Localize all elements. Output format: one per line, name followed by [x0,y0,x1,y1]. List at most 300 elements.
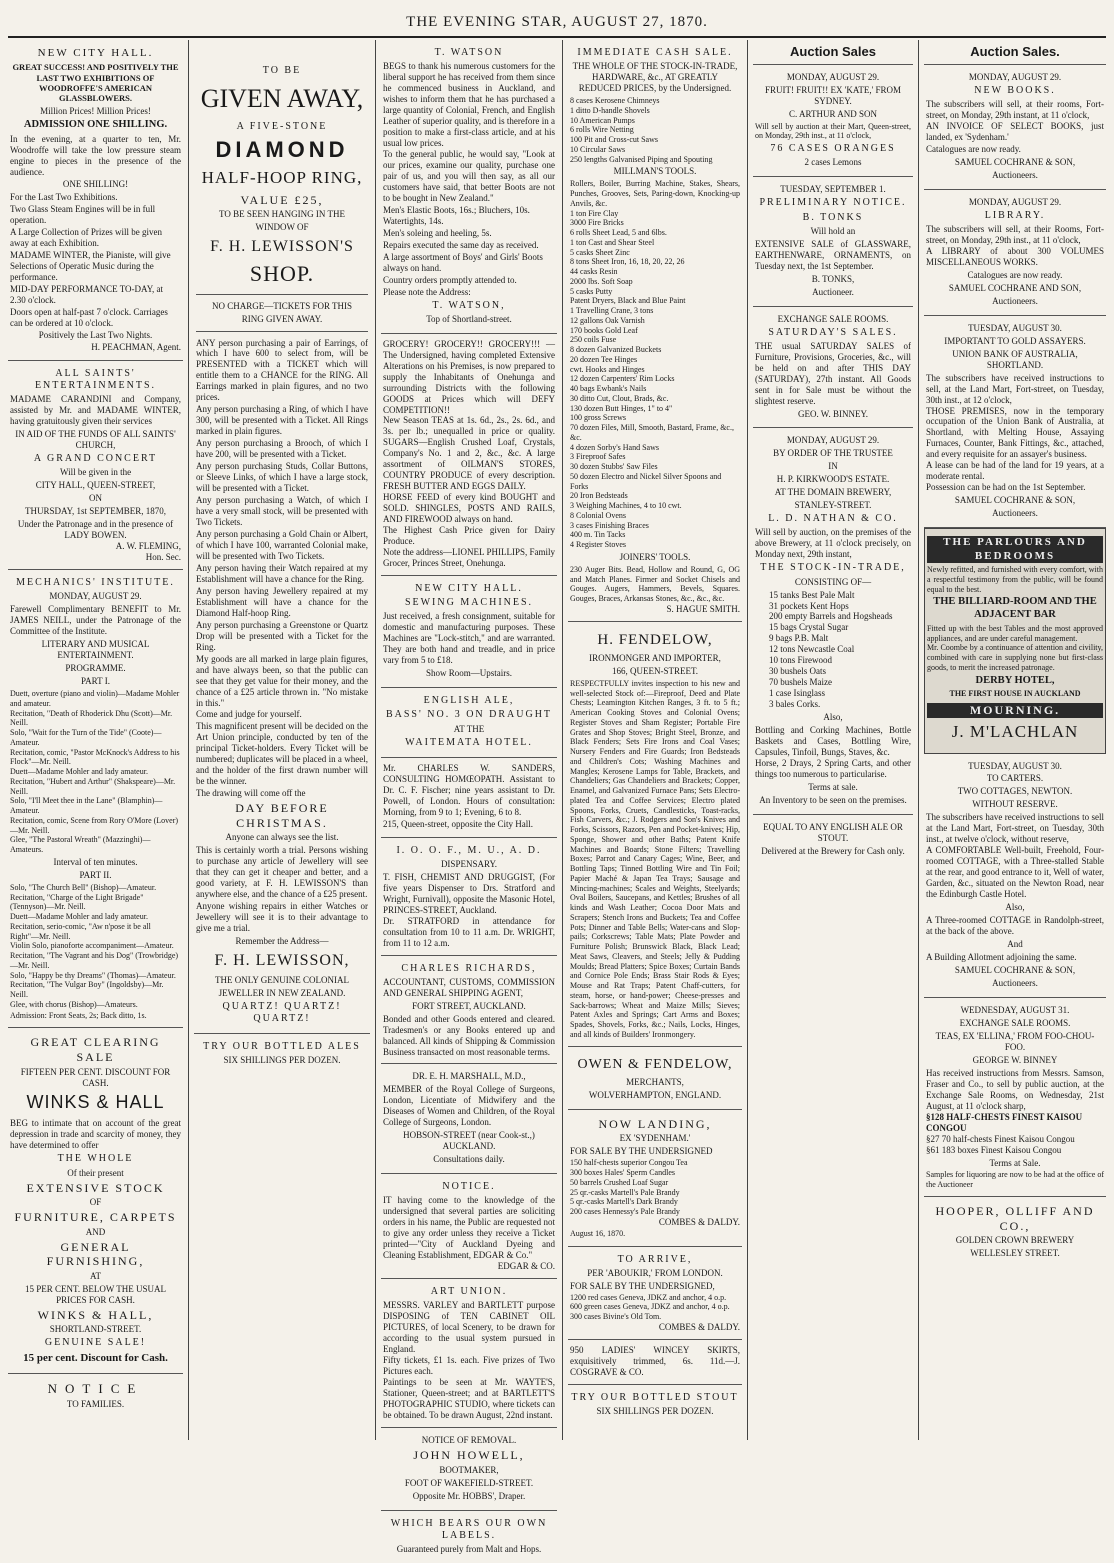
list-item: 2000 lbs. Soft Soap [570,276,633,286]
ad-body: Newly refitted, and furnished with every comfort, with a respectful testimony from the public, will be found equal to the best. [927,565,1103,594]
ad-title: LIBRARY. [984,209,1046,221]
ad-body: MESSRS. VARLEY and BARTLETT purpose DISPOSING of TEN CABINET OIL PICTURES, of local Scenery, to be drawn for according to the usual system pursued in England. [383,1300,555,1355]
programme-item: Solo, "I'll Meet thee in the Lane" (Blamphin)—Amateur. [10,796,163,816]
ad-title: CHARLES RICHARDS, [401,962,537,974]
list-item: 25 qr.-casks Martell's Pale Brandy [570,1187,680,1197]
ad-date: MONDAY, AUGUST 29. [49,591,142,602]
ad-paragraph: This is certainly worth a trial. Persons wishing to purchase any article of Jewellery will see that they can get it cheaper and better, and a good variety, at F. H. LEWISSON'S than anywhere else, and the chance of a £25 present. [196,845,368,900]
ad-text: 215, Queen-street, opposite the City Hall. [383,818,533,829]
list-item: 10 American Pumps [570,115,635,125]
list-item: 10 tons Firewood [769,655,832,666]
ad-paragraph: Any person having Jewellery repaired at my Establishment will have a chance for the Diamond Half-hoop Ring. [196,585,368,618]
ad-body: IT having come to the knowledge of the undersigned that several parties are soliciting orders in his name, the Public are requested not to give any order unless they receive a Ticket printed—"City of Auckland Dyeing and Cleaning Establishment, EDGAR & Co." [383,1195,555,1261]
ad-text: Auctioneers. [992,977,1038,988]
list-item: 5 casks Sheet Zinc [570,247,630,257]
ad-body: THE usual SATURDAY SALES of Furniture, Provisions, Groceries, &c., will be held on and after THIS DAY (SATURDAY), 27th instant. All Goods sent in for Sale must be without the slightest reserve. [755,340,911,406]
ad-signature: Hon. Sec. [145,552,181,563]
ad-text: BOOTMAKER, [439,1464,499,1475]
programme-item: Recitation, "Hubert and Arthur" (Shakspeare)—Mr. Neill. [10,776,176,796]
ad-signature: SAMUEL COCHRANE AND SON, [948,282,1082,293]
programme-item: Glee, "The Pastoral Wreath" (Mazzinghi)—Amateurs. [10,835,151,855]
ad-text: THE WHOLE [57,1153,134,1165]
ad-text: Of their present [67,1167,124,1178]
masthead: THE EVENING STAR, AUGUST 27, 1870. [406,14,708,30]
ad-text: IN [828,461,838,472]
ad-signature: Note the address—LIONEL PHILLIPS, Family Grocer, Princes Street, Onehunga. [383,547,555,569]
programme-item: Violin Solo, pianoforte accompaniment—Amateur. [10,941,174,951]
ad-domain-brewery [753,428,913,814]
ad-signature: H. PEACHMAN, Agent. [91,342,181,353]
column-4 [568,40,742,1440]
ad-signature: SAMUEL COCHRANE & SON, [954,156,1076,167]
ad-text: Samples for liquoring are now to be had at the office of the Auctioneer [926,1170,1104,1190]
ad-text: FOR SALE BY THE UNDERSIGNED, [570,1280,715,1291]
ad-title: OWEN & FENDELOW, [577,1056,733,1072]
programme-part-2 [10,883,181,1010]
ad-title: TWO COTTAGES, NEWTON. [957,786,1073,797]
ad-date: WEDNESDAY, AUGUST 31. [960,1004,1070,1015]
ad-text: JOINERS' TOOLS. [619,551,691,562]
ad-text: Will hold an [810,225,856,236]
ad-text: Auctioneers. [992,169,1038,180]
ad-text: FOR SALE BY THE UNDERSIGNED [570,1146,713,1157]
ad-text: NO CHARGE—TICKETS FOR THIS [211,300,353,311]
ad-tonks [753,177,913,306]
ad-text: Delivered at the Brewery for Cash only. [761,845,905,856]
ad-text: ON [89,493,102,504]
ad-paragraph: My goods are all marked in large plain figures, and have always been, so that the public can see that they get value for their money, and the chance of a £25 article thrown in. "No mistake in this." [196,653,368,708]
list-item: 31 pockets Kent Hops [769,600,849,611]
ad-text: T. WATSON, [432,299,506,311]
ad-body: The subscribers will sell, at their rooms, Fort-street, on Monday, 29th instant, at 11 o'clock, [926,99,1104,120]
masthead-rule [8,36,1106,38]
programme-part-1 [10,689,181,855]
ad-cottages-newton [924,754,1106,998]
lot-list [926,1112,1104,1156]
ad-text: GEORGE W. BINNEY [972,1054,1058,1065]
ad-text: WOLVERHAMPTON, ENGLAND. [588,1089,722,1100]
ad-text: THE STOCK-IN-TRADE, [760,562,906,574]
programme-item: Solo, "Happy be thy Dreams" (Thomas)—Amateur. [10,970,176,980]
ad-notice-families [8,1374,183,1418]
ad-derby-hotel [924,528,1106,753]
list-item: 40 bags Ewbank's Nails [570,384,647,394]
ad-title: NOTICE [47,1381,144,1397]
ad-fendelow [568,622,742,1047]
programme-item: Solo, "Wait for the Turn of the Tide" (Coote)—Amateur. [10,728,162,747]
ad-text: 166, QUEEN-STREET. [611,666,699,677]
ad-title: TEAS, EX 'ELLINA,' FROM FOO-CHOU-FOO. [935,1030,1095,1052]
programme-item: Recitation, "The Vagrant and his Dog" (Trowbridge)—Mr. Neill. [10,951,179,970]
ad-owen-fendelow [568,1047,742,1110]
ad-text: IN AID OF THE FUNDS OF ALL SAINTS' CHURCH, [15,429,176,451]
ad-text: FOOT OF WAKEFIELD-STREET. [404,1477,534,1488]
ad-body: In the evening, at a quarter to ten, Mr. Woodroffe will take the low pressure steam engine to pieces in the presence of the audience. [10,133,181,177]
ad-signature: B. TONKS, [811,273,855,284]
ad-text: OF [89,1197,102,1208]
list-item: 1 ton Cast and Shear Steel [570,237,655,247]
ad-body: Bonded and other Goods entered and cleared. Tradesmen's or any Books entered up and balanced. All kinds of Shipping & Commission Business transacted on most reasonable terms. [383,1013,555,1057]
ad-text: And [1007,939,1023,950]
ad-paragraph: Any person purchasing Studs, Collar Buttons, or Sleeve Links, of which I have a large stock, will be presented with a Ticket. [196,461,368,494]
column-divider [747,40,748,1440]
ad-text: JEWELLER IN NEW ZEALAND. [218,987,346,998]
ad-text: THURSDAY, 1st SEPTEMBER, 1870, [24,506,167,517]
ad-paragraph: Anyone wishing repairs in either Watches or Jewellery will see it is to their advantage to give me a trial. [196,901,368,934]
ad-text: SEWING MACHINES. [404,597,534,609]
list-item: 600 green cases Geneva, JDKZ and anchor, 4 o.p. [570,1302,730,1312]
ad-body: Has received instructions from Messrs. Samson, Fraser and Co., to sell by public auction, at the Exchange Sale Rooms, on Wednesday, 21st August, at 11 o'clock sharp, [926,1067,1104,1111]
ad-body: The subscribers have received instructions to sell, at the Land Mart, Fort-street, on Tuesday, 30th inst., at 12 o'clock, [926,372,1104,405]
ad-text: MERCHANTS, [626,1076,684,1087]
ad-text: 230 Auger Bits. Bead, Hollow and Round, G, OG and Match Planes. Firmer and Socket Chisels and Gouges. Augers, Hammers, Bevels, Squares. Gouges, Braces, Arkansas Stones, &c., &c., &c. [570,564,740,604]
ad-text: ADMISSION ONE SHILLING. [23,118,168,130]
ad-paragraph: ANY person purchasing a pair of Earrings, of which I have 600 to select from, will be PRESENTED with a TICKET which will entitle them to a CHANCE for the RING. All Earrings marked in plain figures, and no two prices. [196,337,368,403]
ad-signature: A. W. FLEMING, [115,541,181,552]
ad-title: NEW CITY HALL. [37,47,154,59]
ad-text: Auctioneers. [992,508,1038,519]
ad-text: J. M'LACHLAN [951,721,1079,741]
ad-text: MADAME WINTER, the Pianiste, will give Selections of Operatic Music during the performance. [10,250,171,283]
ad-body: The subscribers will sell, at their Rooms, Fort-street, on Monday, 29th inst., at 11 o'clock, [926,223,1104,245]
ad-paragraph: Any person purchasing a Gold Chain or Albert, of which I have 100, warranted Colonial make, will be presented with Two Tickets. [196,528,368,561]
ad-text: Also, [823,712,843,723]
cargo-list [570,1158,740,1217]
ad-title: ALL SAINTS' ENTERTAINMENTS. [34,368,157,392]
ad-text: EXCHANGE SALE ROOMS. [959,1017,1071,1028]
ad-text: Doors open at half-past 7 o'clock. Carriages can be ordered at 10 o'clock. [10,307,168,329]
ad-title: DR. E. H. MARSHALL, M.D., [412,1071,526,1082]
ad-all-saints [8,361,183,570]
ad-body: Fitted up with the best Tables and the most approved appliances, and are under careful management. [927,623,1103,643]
ad-body: Bottling and Corking Machines, Bottle Baskets and Cases, Bottling Wire, Capsules, Tinfoil, Bungs, Staves, &c. [755,725,911,758]
ad-signature: COMBES & DALDY. [658,1321,740,1332]
ad-body: Will sell by auction at their Mart, Queen-street, on Monday, 29th inst., at 11 o'clock, [755,121,911,141]
list-item: 8 tons Sheet Iron, 16, 18, 20, 22, 26 [570,257,685,267]
ad-mechanics-institute [8,570,183,1028]
ad-title: NOTICE. [442,1181,496,1193]
ad-gold-assayers [924,316,1106,528]
ad-text: MOURNING. [927,703,1103,718]
ad-title: ENGLISH ALE, [423,695,515,707]
newspaper-page [8,40,1106,1554]
programme-item: Glee, with chorus (Bishop)—Amateurs. [10,999,138,1009]
ad-title: EXCHANGE SALE ROOMS. [777,313,889,324]
programme-item: Recitation, comic, "Pastor McKnock's Address to his Flock"—Mr. Neill. [10,747,180,767]
ad-text: Show Room—Upstairs. [425,668,512,679]
column-6 [924,40,1106,1440]
ad-title: ART UNION. [430,1286,508,1298]
ad-paragraph: This magnificent present will be decided on the Art Union principle, conducted by ten of the principal Ticket-holders. Every Ticket will be numbered; duplicates will be placed in a wheel, and the holder of the first drawn number will be the winner. [196,721,368,787]
ad-text: RING GIVEN AWAY. [241,313,323,324]
ad-firm-name: WINKS & HALL [26,1092,165,1113]
ad-text: 2 cases Lemons [804,157,862,168]
ad-wincey-skirts [568,1340,742,1385]
ad-paragraph: Any person having their Watch repaired at my Establishment will have a chance for the Ring. [196,562,368,584]
ad-text: TO BE SEEN HANGING IN THE [219,209,345,220]
ad-text: WITHOUT RESERVE. [972,799,1058,810]
ad-text: Consultations daily. [433,1154,505,1165]
list-item: 50 barrels Crushed Loaf Sugar [570,1177,669,1187]
ad-body: HORSE FEED of every kind BOUGHT and SOLD. SHINGLES, POSTS AND RAILS, AND FIREWOOD always on hand. [383,492,555,525]
column-divider [562,40,563,1440]
list-item: 15 tanks Best Pale Malt [769,589,855,600]
ad-text: HOBSON-STREET (near Cook-st.,) AUCKLAND. [403,1130,535,1152]
ad-date: TUESDAY, AUGUST 30. [968,322,1062,333]
ad-date: TUESDAY, SEPTEMBER 1. [780,184,886,195]
ad-text: Men's soleing and heeling, 5s. [383,227,492,238]
list-item: 8 dozen Galvanized Buckets [570,345,662,355]
ad-text: IRONMONGER AND IMPORTER, [589,653,721,664]
ad-text: 15 per cent. Discount for Cash. [23,1351,168,1364]
list-item: §128 HALF-CHESTS FINEST KAISOU CONGOU [926,1111,1083,1133]
programme-item: Recitation, "Death of Rhoderick Dhu (Scott)—Mr. Neill. [10,708,173,728]
section-header: Auction Sales [753,40,913,65]
ad-text: A FIVE-STONE [236,120,328,132]
ad-body: A Three-roomed COTTAGE in Randolph-street, at the back of the above. [926,915,1104,937]
list-item: 8 cases Kerosene Chimneys [570,96,660,106]
list-item: 1200 red cases Geneva, JDKZ and anchor, 4 o.p. [570,1292,727,1302]
ad-body: Farewell Complimentary BENEFIT to Mr. JAMES NEILL, under the Patronage of the Committee of the Institute. [10,604,181,637]
ad-body: AN INVOICE OF SELECT BOOKS, just landed, ex 'Sydenham.' [926,120,1104,142]
list-item: cwt. Hooks and Hinges [570,364,645,374]
ad-body: Mr. Coombe by a continuance of attention and civility, combined with care in supplying none but first-class goods, to merit the increased patronage. [927,643,1103,672]
ad-teas-ellina [924,998,1106,1197]
ad-paragraph: Any person purchasing a Greenstone or Quartz Drop will be presented with a Ticket for the Ring. [196,619,368,652]
list-item: 30 bushels Oats [769,666,826,677]
column-2 [194,40,370,1440]
list-item: §61 183 boxes Finest Kaisou Congou [926,1144,1062,1155]
ad-title: FRUIT! FRUIT!! EX 'KATE,' FROM SYDNEY. [765,84,901,106]
list-item: 1 case Isinglass [769,688,825,699]
list-item: 250 coils Fuse [570,335,617,345]
ad-text: Also, [1005,902,1025,913]
ad-text: THE FIRST HOUSE IN AUCKLAND [949,689,1081,699]
ad-body: BEG to intimate that on account of the great depression in trade and scarcity of money, they have determined to offer [10,1118,181,1151]
ad-title: I. O. O. F., M. U., A. D. [396,844,542,856]
ad-text: Please note the Address: [383,286,471,297]
ad-text: QUARTZ! QUARTZ! QUARTZ! [222,1000,342,1024]
ad-text: SIX SHILLINGS PER DOZEN. [596,1405,714,1416]
ad-body: BEGS to thank his numerous customers for the liberal support he has received from them since he commenced business in Auckland, and wishes to inform them that he has purchased a large quantity of Colonial, French, and English Leather of superior quality, and is therefore in a position to make a first-class article, and at his usual low prices. [383,61,555,148]
ad-art-union [381,1279,557,1428]
list-item: 15 bags Crystal Sugar [769,622,849,633]
ad-signature: S. HAGUE SMITH. [666,603,740,614]
ad-title: T. WATSON [434,47,504,58]
list-item: 6 rolls Sheet Lead, 5 and 6lbs. [570,228,667,238]
list-item: 3 Fireproof Safes [570,452,626,462]
ad-text: FORT STREET, AUCKLAND. [412,1000,526,1011]
ad-text: Rollers, Boiler, Burring Machine, Stakes, Shears, Punches, Grooves, Sets, Paring-down, Knocking-up Anvils, &c. [570,179,740,208]
ad-text: GENERAL FURNISHING, [46,1239,145,1269]
ad-saturday-sales [753,307,913,429]
ad-body: Fifty tickets, £1 1s. each. Five prizes of Two Pictures each. [383,1355,555,1377]
ad-text: Million Prices! Million Prices! [40,105,151,116]
ad-text: AT THE DOMAIN BREWERY, [774,487,892,498]
ad-text: CITY HALL, QUEEN-STREET, [35,480,156,491]
ad-text: AND [85,1226,106,1237]
ad-date: MONDAY, AUGUST 29. [786,435,880,446]
ad-body: THOSE PREMISES, now in the temporary occupation of the Union Bank of Australia, at Shortland, with Melting House, Assaying Furnaces, Counter, Bank Fittings, &c., attached, and every requisite for an assayer's business. [926,405,1104,460]
ad-text: For the Last Two Exhibitions. [10,192,118,203]
ad-text: Auctioneers. [992,295,1038,306]
ad-headline: F. H. LEWISSON'S [210,238,354,256]
ad-title: GREAT CLEARING SALE [30,1035,161,1064]
ad-date: MONDAY, AUGUST 29. [786,71,880,82]
ad-text: DERBY HOTEL, [975,674,1055,686]
ad-marshall [381,1064,557,1174]
ad-dispensary [381,838,557,956]
ad-text: Country orders promptly attended to. [383,274,517,285]
ad-body: RESPECTFULLY invites inspection to his new and well-selected Stock of:—Fireproof, Deed and Plate Chests; Leamington Kitchen Ranges, 3 ft. to 5 ft.; American Cooking Stoves and Colonial Ovens; Register Stoves and Sham Register; Portable Fire Grates and Shop Stoves; Bright Steel, Bronze, and Black Fenders; Sets Fire Irons and Coal Vases; Nursery Fenders and Fire Guards; Iron Bedsteads and Children's Cots; Washing Machines and Mangles; Kerosene Lamps for Table, Brackets, and Chandeliers; Gas Chandeliers and Brackets; Copper, Enamel, and Galvanized Furnace Pans; Sets Electro-plated Tea and Coffee Services; Electro plated Spoons, Forks, Cruets, Candlesticks, Toast-racks, Fish Carvers, &c.; J. Rodgers and Son's Knives and Forks, Scissors, Razors, Pen and Pocket-knives; Hip, Sponge, Shower and other Baths; Patent Knife Machines and Boards; Stone Filters; Travelling Boxes; Parrot and Canary Cages; Wine, Beer, and Bottling Taps; Tinned Bottling Wire and Tin Foil; Papier Maché & Japan Tea Trays; Sausage and Mincing-machines; Scales and Weights, Steelyards; Oval Boilers, Saucepans, and Kettles; Brushes of all kinds and Wash Leather; Cocoa Door Mats and Scrapers; Stench Irons and Buckets; Tea and Coffee Pots; Dinner and Table Bells; Water-cans and Slop-pails; Corkscrews; Table Mats; Plate Powder and Furniture Polish; Brunswick Black, Black Lead; Meat Saws, Cleavers, and Steels; Jelly & Pudding Moulds; Bread Platters; Spice Boxes; Curtain Bands and Cornice Pole Ends; Brass Stair Rods & Eyes; Mouse and Rat Traps; Patent Chaff-cutters, for steam, horse, or hand-power; Cheese-presses and Sack-barrows; Wheat and Maize Mills; Sieves; Patent Axles and Springs; Cart Arms and Boxes; Spades, Shovels, Forks, &c.; Nails, Locks, Hinges, and all kinds of Builders' Ironmongery. [570,678,740,1039]
column-5 [753,40,913,1440]
ad-paragraph: Any person purchasing a Brooch, of which I have 200, will be presented with a Ticket. [196,438,368,460]
list-item: §27 70 half-chests Finest Kaisou Congou [926,1133,1075,1144]
ad-text: THE WHOLE OF THE STOCK-IN-TRADE, HARDWARE, &c., AT GREATLY REDUCED PRICES, by the Undersigned. [572,61,738,94]
ad-text: MID-DAY PERFORMANCE TO-DAY, at 2.30 o'clock. [10,284,164,306]
ad-english-ale-stout [753,815,913,865]
ad-date: August 16, 1870. [570,1228,626,1238]
list-item: Patent Dryers, Black and Blue Paint [570,296,686,306]
list-item: 12 tons Newcastle Coal [769,644,855,655]
ad-sewing-machines [381,576,557,688]
ad-golden-crown [924,1197,1106,1267]
ad-text: A GRAND CONCERT [33,453,158,465]
column-3 [381,40,557,1554]
ad-body: A LIBRARY of about 300 VOLUMES MISCELLANEOUS WORKS. [926,245,1104,267]
ad-text: 76 CASES ORANGES [770,143,896,155]
ad-text: Terms at sale. [808,782,858,793]
ad-date: TUESDAY, AUGUST 30. [968,760,1062,771]
ad-text: B. TONKS [802,211,864,223]
ad-title: NOTICE OF REMOVAL. [421,1435,517,1446]
ad-headline: GREAT SUCCESS! AND POSITIVELY THE LAST TWO EXHIBITIONS OF WOODROFFE'S AMERICAN GLASSBLOWERS. [12,62,179,104]
ad-text: Guaranteed purely from Malt and Hops. [396,1543,542,1554]
column-1 [8,40,183,1440]
ad-text: AT THE [453,723,485,734]
list-item: 4 dozen Sorby's Hand Saws [570,442,659,452]
ad-signature: GEO. W. BINNEY. [797,408,869,419]
ad-text: GOLDEN CROWN BREWERY [955,1235,1075,1246]
ad-text: THE BILLIARD-ROOM AND THE ADJACENT BAR [933,596,1097,621]
list-item: 1 ton Fire Clay [570,208,619,218]
ad-body: The subscribers have received instructions to sell at the Land Mart, Fort-street, on Tuesday, 30th inst., at twelve o'clock, without reserve, [926,812,1104,845]
ad-cash-sale [568,40,742,622]
ad-lewisson-diamond [194,40,370,1034]
programme-item: Recitation, serio-comic, "Aw n'pose it be all Right"—Mr. Neill. [10,921,151,941]
ad-sanders [381,758,557,838]
ad-headline: SHOP. [249,260,315,286]
ad-text: Catalogues are now ready. [926,143,1021,154]
ad-signature: EDGAR & CO. [497,1261,555,1272]
ad-text: TO CARTERS. [986,773,1044,784]
list-item: 1 Travelling Crane, 3 tons [570,306,654,316]
ad-body: MEMBER of the Royal College of Surgeons, London, Licentiate of Midwifery and the Diseases of Women and Children, of the Royal College of Surgeons, London. [383,1084,555,1128]
ad-title: THE PARLOURS AND BEDROOMS [927,536,1103,563]
ad-body: Possession can be had on the 1st September. [926,482,1086,493]
ad-text: PROGRAMME. [65,663,126,674]
ad-title: NEW BOOKS. [974,84,1056,96]
list-item: 6 rolls Wire Netting [570,125,634,135]
ad-text: SATURDAY'S SALES. [768,326,898,338]
ad-body: To the general public, he would say, "Look at our prices, examine our quality, purchase one pair of us, and you will then say, as all our customers have said, that better Boots are not to be bought in New Zealand." [383,148,555,203]
ad-title: IMPORTANT TO GOLD ASSAYERS. [944,335,1086,346]
list-item: 170 books Gold Leaf [570,325,638,335]
ad-headline: GIVEN AWAY, [200,84,364,114]
list-item: 1 ditto D-handle Shovels [570,105,650,115]
ad-text: Admission: Front Seats, 2s; Back ditto, 1s. [10,1010,147,1020]
list-item: 130 dozen Butt Hinges, 1" to 4" [570,403,673,413]
ad-english-ale [381,688,557,758]
ad-own-labels [381,1511,557,1563]
ad-removal-howell [381,1428,557,1511]
ad-text: CONSISTING OF— [794,576,872,587]
ad-text: TO BE [262,65,302,76]
ad-bottled-ales [194,1034,370,1074]
stock-list [755,590,911,711]
ad-title: H. P. KIRKWOOD'S ESTATE. [776,474,890,485]
ad-text: TO FAMILIES. [66,1398,125,1409]
ad-text: WELLESLEY STREET. [970,1248,1060,1259]
ad-text: SHORTLAND-STREET. [49,1324,142,1335]
ad-now-landing [568,1110,742,1247]
ad-body: MADAME CARANDINI and Company, assisted by Mr. and MADAME WINTER, having gratuitously given their services [10,394,181,427]
ad-title: MECHANICS' INSTITUTE. [16,577,175,589]
ad-body: Horse, 2 Drays, 2 Spring Carts, and other things too numerous to particularise. [755,758,911,780]
ad-text: Auctioneer. [812,286,854,297]
list-item: 3 Weighing Machines, 4 to 10 cwt. [570,501,682,511]
ad-text: WINDOW OF [255,222,309,233]
ad-text: EXTENSIVE STOCK [26,1180,165,1195]
ad-text: PART I. [81,676,110,687]
stock-list [570,96,740,164]
list-item: 50 dozen Electro and Nickel Silver Spoons and Forks [570,471,722,491]
list-item: 3000 Fire Bricks [570,218,624,228]
ad-grocery [381,334,557,576]
ad-text: Anyone can always see the list. [225,832,339,843]
list-item: 9 bags P.B. Malt [769,633,829,644]
list-item: 12 dozen Carpenters' Rim Locks [570,374,675,384]
ad-text: Under the Patronage and in the presence of LADY BOWEN. [17,519,174,541]
column-divider [375,40,376,1440]
ad-text: GENUINE SALE! [44,1337,147,1349]
ad-text: Catalogues are now ready. [967,269,1063,280]
ad-text: DISPENSARY. [440,858,498,869]
ad-text: A large assortment of Boys' and Girls' Boots always on hand. [383,251,543,273]
ad-text: DAY BEFORE CHRISTMAS. [235,801,329,830]
ad-text: JOHN HOWELL, [413,1448,525,1462]
ad-text: Terms at Sale. [989,1157,1041,1168]
list-item: 200 cases Hennessy's Pale Brandy [570,1207,680,1217]
list-item: 300 boxes Hales' Sperm Candles [570,1168,675,1178]
ad-text: SIX SHILLINGS PER DOZEN. [223,1055,341,1066]
ad-paragraph: The drawing will come off the [196,788,306,799]
ad-text: STANLEY-STREET. [794,500,872,511]
ad-text: C. ARTHUR AND SON [789,108,877,119]
ad-text: AT [90,1270,101,1281]
ad-text: EX 'SYDENHAM.' [619,1133,691,1144]
list-item: 200 empty Barrels and Hogsheads [769,611,893,622]
ad-watson [381,40,557,334]
section-header: Auction Sales. [924,40,1106,65]
ad-paragraph: Any person purchasing a Watch, of which I have a very small stock, will be presented with Two Tickets. [196,495,368,527]
list-item: 30 ditto Cut, Clout, Brads, &c. [570,393,669,403]
ad-to-arrive [568,1247,742,1340]
ad-text: Men's Elastic Boots, 16s.; Bluchers, 10s. Watertights, 14s. [383,204,530,226]
ad-body: Dr. STRATFORD in attendance for consultation from 10 to 11 a.m. Dr. WRIGHT, from 11 to 12 a.m. [383,915,555,948]
programme-item: Recitation, comic, Scene from Rory O'More (Lover)—Mr. Neill. [10,815,179,835]
list-item: 44 casks Resin [570,267,618,277]
